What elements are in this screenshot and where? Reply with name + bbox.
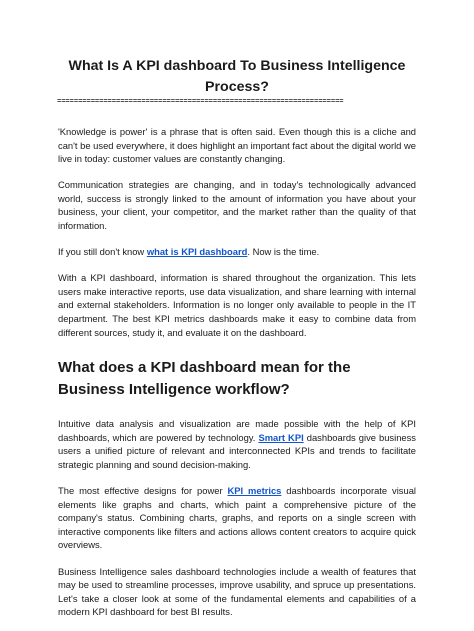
- paragraph-text: . Now is the time.: [247, 246, 320, 258]
- paragraph-kpi-link: [58, 245, 416, 259]
- paragraph-intro: 'Knowledge is power' is a phrase that is often said. Even though this is a cliche and can't be used everywhere, it does highlight an important fact about the digital world we live in today: customer values are constantly changing.: [58, 126, 416, 165]
- document-body: [58, 125, 416, 631]
- paragraph-designs: [58, 484, 416, 552]
- paragraph-analysis: [58, 417, 416, 471]
- paragraph-text: The most effective designs for power: [58, 485, 228, 497]
- paragraph-communication: Communication strategies are changing, and in today's technologically advanced world, success is strongly linked to the amount of information you have about your business, your client, your competitor, and the market rather than the quality of that information.: [58, 179, 416, 232]
- smart-kpi-link[interactable]: Smart KPI: [258, 431, 304, 443]
- paragraph-sharing: With a KPI dashboard, information is shared throughout the organization. This lets users make interactive reports, use data visualization, and share learning with internal and external stakeholders. Information is no longer only available to people in the IT department. The best KPI metrics dashboards make it easy to combine data from different sources, study it, and evaluate it on the dashboard.: [58, 272, 416, 338]
- paragraph-text: dashboards incorporate visual elements like graphs and charts, which paint a comprehensive picture of the company's status. Combining charts, graphs, and reports on a single screen with interactive components like filters and actions allows content creators to acquire quick overviews.: [58, 485, 416, 551]
- section-heading: What does a KPI dashboard mean for the Business Intelligence workflow?: [58, 359, 351, 398]
- paragraph-text: If you still don't know: [58, 246, 147, 258]
- kpi-metrics-link[interactable]: KPI metrics: [227, 485, 282, 497]
- paragraph-text: Intuitive data analysis and visualization are made possible with the help of KPI dashboards, which are powered by technology.: [58, 418, 416, 443]
- paragraph-features: Business Intelligence sales dashboard technologies include a wealth of features that may be used to streamline processes, improve usability, and spruce up presentations. Let's take a closer look at some of the fundamental elements and capabilities of a modern KPI dashboard for best BI results.: [58, 565, 416, 618]
- page-title: What Is A KPI dashboard To Business Intelligence Process?: [68, 58, 406, 95]
- what-is-kpi-dashboard-link[interactable]: what is KPI dashboard: [146, 246, 248, 258]
- paragraph-text: dashboards give business users a unified picture of relevant and interconnected KPIs and trends to facilitate strategic planning and sound decision-making.: [58, 431, 416, 470]
- separator-rule: ====================================================================: [57, 98, 344, 106]
